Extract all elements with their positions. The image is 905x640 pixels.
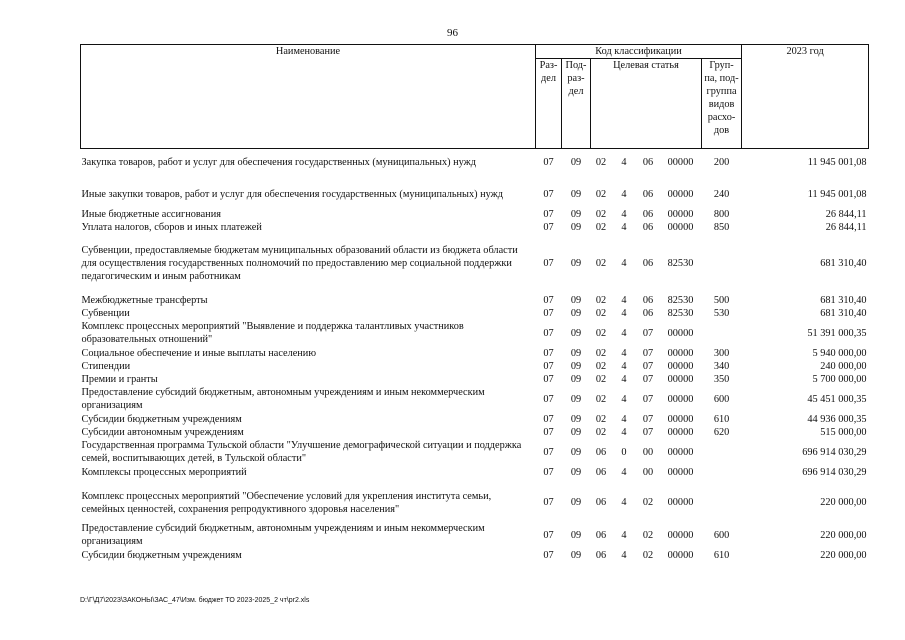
table-row: [81, 221, 869, 234]
row-code-rz: 07: [543, 497, 554, 508]
row-code-p4: 00000: [667, 208, 694, 220]
table-row: [81, 386, 869, 413]
row-code-p1: 06: [595, 549, 607, 561]
row-amount: 681 310,40: [820, 294, 867, 306]
row-code-p4: 00000: [667, 188, 694, 200]
row-code-p2: 4: [621, 258, 627, 269]
row-code-p1: 02: [595, 294, 607, 306]
row-code-rz: 07: [543, 426, 554, 438]
row-code-p1: 02: [595, 426, 607, 438]
row-code-rz: 07: [543, 327, 554, 339]
row-name: Субсидии бюджетным учреждениям: [81, 413, 242, 425]
row-code-p3: 02: [642, 529, 654, 541]
row-code-p3: 07: [642, 393, 654, 405]
table-row: [81, 320, 869, 347]
row-code-p3: 06: [642, 188, 654, 200]
row-code-rz: 07: [543, 360, 554, 372]
row-code-p1: 02: [595, 188, 607, 200]
row-name: Межбюджетные трансферты: [81, 294, 208, 306]
row-amount: 45 451 000,35: [807, 393, 867, 405]
row-code-p1: 02: [595, 307, 607, 319]
row-code-prz: 09: [570, 446, 582, 458]
row-code-p2: 4: [621, 373, 627, 385]
row-amount: 51 391 000,35: [807, 327, 867, 339]
row-code-p4: 00000: [667, 413, 694, 425]
table-row: [81, 484, 869, 522]
row-code-p4: 00000: [667, 446, 694, 458]
row-code-p1: 02: [595, 221, 607, 233]
row-code-prz: 09: [570, 497, 582, 508]
table-body: [81, 149, 869, 562]
row-code-prz: 09: [570, 307, 582, 319]
row-code-p2: 4: [621, 188, 627, 200]
row-code-rz: 07: [543, 258, 554, 269]
row-name: Субвенции: [81, 307, 130, 319]
row-code-vr: 620: [713, 426, 730, 438]
row-code-p2: 4: [621, 393, 627, 405]
row-code-p4: 00000: [667, 373, 694, 385]
row-code-vr: 610: [713, 549, 730, 561]
row-amount: 5 700 000,00: [812, 373, 867, 385]
row-code-p4: 00000: [667, 221, 694, 233]
row-code-p4: 00000: [667, 347, 694, 359]
row-code-vr: 600: [713, 393, 730, 405]
row-name: Предоставление субсидий бюджетным, автономным учреждениям и иным некоммерческим организациям: [81, 387, 485, 411]
row-code-vr: [702, 466, 742, 480]
row-amount: 681 310,40: [820, 258, 867, 269]
row-code-prz: 09: [570, 426, 582, 438]
row-code-p4: 00000: [667, 467, 694, 478]
row-code-rz: 07: [543, 373, 554, 385]
row-code-vr: 600: [713, 529, 730, 541]
row-code-rz: 07: [543, 188, 554, 200]
table-row: [81, 413, 869, 426]
row-code-vr: [702, 484, 742, 522]
row-code-p3: 07: [642, 327, 654, 339]
column-header-expense-group: Груп- па, под- группа видов расхо- дов: [702, 59, 742, 149]
row-amount: 44 936 000,35: [807, 413, 867, 425]
row-code-p1: 02: [595, 208, 607, 220]
row-name: Субсидии автономным учреждениям: [81, 426, 244, 438]
table-row: [81, 426, 869, 439]
row-code-p2: 4: [621, 347, 627, 359]
row-code-p3: 07: [642, 373, 654, 385]
row-name: Комплекс процессных мероприятий "Выявление и поддержка талантливых участников образовательных отношений": [81, 321, 464, 345]
row-code-prz: 09: [570, 549, 582, 561]
row-name: Субсидии бюджетным учреждениям: [81, 549, 242, 561]
row-code-prz: 09: [570, 360, 582, 372]
row-amount: 515 000,00: [820, 426, 867, 438]
row-amount: 220 000,00: [820, 549, 867, 561]
row-code-prz: 09: [570, 347, 582, 359]
row-amount: 11 945 001,08: [807, 157, 867, 169]
row-code-p3: 00: [642, 446, 654, 458]
row-name: Иные бюджетные ассигнования: [81, 208, 221, 220]
row-amount: 220 000,00: [820, 529, 867, 541]
row-code-p3: 06: [642, 208, 654, 220]
row-code-p1: 02: [595, 347, 607, 359]
column-header-name: Наименование: [81, 45, 536, 149]
row-code-p2: 4: [621, 549, 627, 561]
row-amount: 696 914 030,29: [802, 467, 867, 478]
table-row: [81, 208, 869, 221]
row-code-vr: 340: [713, 360, 730, 372]
column-header-year: 2023 год: [742, 45, 869, 149]
row-code-p2: 4: [621, 208, 627, 220]
row-code-rz: 07: [543, 208, 554, 220]
row-code-p3: 00: [642, 467, 654, 478]
row-code-prz: 09: [570, 393, 582, 405]
row-name: Субвенции, предоставляемые бюджетам муниципальных образований области из бюджета области для осуществления государственных полномочий по предоставлению мер социальной поддержки педагогическим и иным работникам: [81, 245, 518, 282]
row-code-p2: 4: [621, 360, 627, 372]
row-code-p2: 0: [621, 446, 627, 458]
row-code-prz: 09: [570, 188, 582, 200]
row-code-p4: 82530: [667, 294, 694, 306]
row-code-rz: 07: [543, 307, 554, 319]
budget-table: [80, 44, 869, 562]
row-code-rz: 07: [543, 393, 554, 405]
row-code-prz: 09: [570, 413, 582, 425]
row-code-p1: 06: [595, 446, 607, 458]
row-code-prz: 09: [570, 373, 582, 385]
table-row: [81, 181, 869, 208]
row-code-rz: 07: [543, 413, 554, 425]
column-header-classification: Код классификации: [536, 45, 742, 59]
table-header: [81, 45, 869, 149]
row-code-vr: 610: [713, 413, 730, 425]
row-code-vr: 240: [713, 188, 730, 200]
table-row: [81, 347, 869, 360]
row-code-p1: 02: [595, 157, 607, 169]
row-code-prz: 09: [570, 221, 582, 233]
row-code-p4: 00000: [667, 426, 694, 438]
row-code-vr: 200: [713, 157, 730, 169]
row-code-p2: 4: [621, 467, 627, 478]
row-code-p4: 82530: [667, 258, 694, 269]
row-code-vr: 850: [713, 221, 730, 233]
row-code-p1: 06: [595, 467, 607, 478]
row-code-vr: [702, 237, 742, 291]
row-code-prz: 09: [570, 157, 582, 169]
row-code-prz: 09: [570, 529, 582, 541]
row-code-rz: 07: [543, 549, 554, 561]
column-header-target-article: Целевая статья: [591, 59, 702, 149]
row-amount: 681 310,40: [820, 307, 867, 319]
row-code-p2: 4: [621, 529, 627, 541]
row-code-p2: 4: [621, 413, 627, 425]
row-code-p2: 4: [621, 327, 627, 339]
row-code-rz: 07: [543, 529, 554, 541]
table-row: [81, 149, 869, 177]
row-code-p3: 06: [642, 258, 654, 269]
row-code-rz: 07: [543, 157, 554, 169]
row-name: Стипендии: [81, 360, 131, 372]
row-code-p3: 07: [642, 360, 654, 372]
row-code-p4: 00000: [667, 549, 694, 561]
row-code-rz: 07: [543, 221, 554, 233]
row-code-prz: 09: [570, 467, 582, 478]
row-code-p1: 02: [595, 413, 607, 425]
row-amount: 5 940 000,00: [812, 347, 867, 359]
row-code-p3: 06: [642, 157, 654, 169]
row-code-p4: 00000: [667, 360, 694, 372]
table-row: [81, 294, 869, 307]
row-code-p3: 07: [642, 413, 654, 425]
row-code-rz: 07: [543, 294, 554, 306]
row-code-vr: 300: [713, 347, 730, 359]
row-name: Иные закупки товаров, работ и услуг для обеспечения государственных (муниципальных) нужд: [81, 188, 504, 200]
row-code-p4: 00000: [667, 327, 694, 339]
row-code-vr: 500: [713, 294, 730, 306]
row-code-p4: 00000: [667, 529, 694, 541]
row-code-p3: 02: [642, 549, 654, 561]
row-code-vr: [702, 320, 742, 347]
table-row: [81, 373, 869, 386]
row-amount: 240 000,00: [820, 360, 867, 372]
row-code-p4: 00000: [667, 497, 694, 508]
row-code-p1: 02: [595, 393, 607, 405]
row-name: Премии и гранты: [81, 373, 158, 385]
row-name: Комплекс процессных мероприятий "Обеспечение условий для укрепления института семьи, семейных ценностей, сохранения репродуктивного здоровья населения": [81, 490, 492, 515]
row-name: Комплексы процессных мероприятий: [81, 467, 247, 478]
row-code-p3: 06: [642, 307, 654, 319]
row-amount: 11 945 001,08: [807, 188, 867, 200]
row-amount: 220 000,00: [820, 497, 867, 508]
table-row: [81, 549, 869, 562]
page-number: 96: [447, 27, 458, 39]
budget-table-container: [80, 44, 868, 562]
row-code-p1: 02: [595, 327, 607, 339]
row-code-p1: 02: [595, 373, 607, 385]
row-code-rz: 07: [543, 467, 554, 478]
row-code-p1: 02: [595, 360, 607, 372]
row-code-prz: 09: [570, 208, 582, 220]
row-code-rz: 07: [543, 446, 554, 458]
row-name: Государственная программа Тульской области "Улучшение демографической ситуации и поддержка семей, воспитывающих детей, в Тульской области": [81, 440, 522, 464]
row-code-p2: 4: [621, 157, 627, 169]
row-code-prz: 09: [570, 258, 582, 269]
column-header-subsection: Под- раз- дел: [562, 59, 591, 149]
row-code-vr: 350: [713, 373, 730, 385]
row-name: Уплата налогов, сборов и иных платежей: [81, 221, 262, 233]
row-code-vr: [702, 439, 742, 466]
table-row: [81, 307, 869, 320]
row-code-p4: 82530: [667, 307, 694, 319]
row-code-prz: 09: [570, 327, 582, 339]
row-code-p2: 4: [621, 307, 627, 319]
row-code-p3: 07: [642, 426, 654, 438]
row-code-p1: 06: [595, 529, 607, 541]
row-code-rz: 07: [543, 347, 554, 359]
row-code-p3: 06: [642, 221, 654, 233]
row-code-vr: 800: [713, 208, 730, 220]
row-amount: 26 844,11: [825, 208, 867, 220]
row-code-p2: 4: [621, 497, 627, 508]
table-row: [81, 466, 869, 480]
row-amount: 26 844,11: [825, 221, 867, 233]
row-code-prz: 09: [570, 294, 582, 306]
row-code-p3: 06: [642, 294, 654, 306]
row-name: Закупка товаров, работ и услуг для обеспечения государственных (муниципальных) нужд: [81, 157, 476, 169]
row-code-p2: 4: [621, 426, 627, 438]
table-row: [81, 237, 869, 291]
row-code-p1: 06: [595, 497, 607, 508]
row-code-p1: 02: [595, 258, 607, 269]
row-code-p3: 07: [642, 347, 654, 359]
table-row: [81, 439, 869, 466]
column-header-section: Раз- дел: [536, 59, 562, 149]
row-code-p3: 02: [642, 497, 654, 508]
row-code-p4: 00000: [667, 393, 694, 405]
table-row: [81, 360, 869, 373]
row-name: Предоставление субсидий бюджетным, автономным учреждениям и иным некоммерческим организациям: [81, 523, 485, 547]
table-row: [81, 522, 869, 549]
row-name: Социальное обеспечение и иные выплаты населению: [81, 347, 317, 359]
footer-file-path: D:\Г\Д7\2023\ЗАКОНЫ\ЗАС_47\Изм. бюджет ТО 2023-2025_2 чт\pr2.xls: [80, 597, 310, 604]
row-code-p4: 00000: [667, 157, 694, 169]
row-code-p2: 4: [621, 221, 627, 233]
row-code-vr: 530: [713, 307, 730, 319]
row-code-p2: 4: [621, 294, 627, 306]
row-amount: 696 914 030,29: [802, 446, 867, 458]
